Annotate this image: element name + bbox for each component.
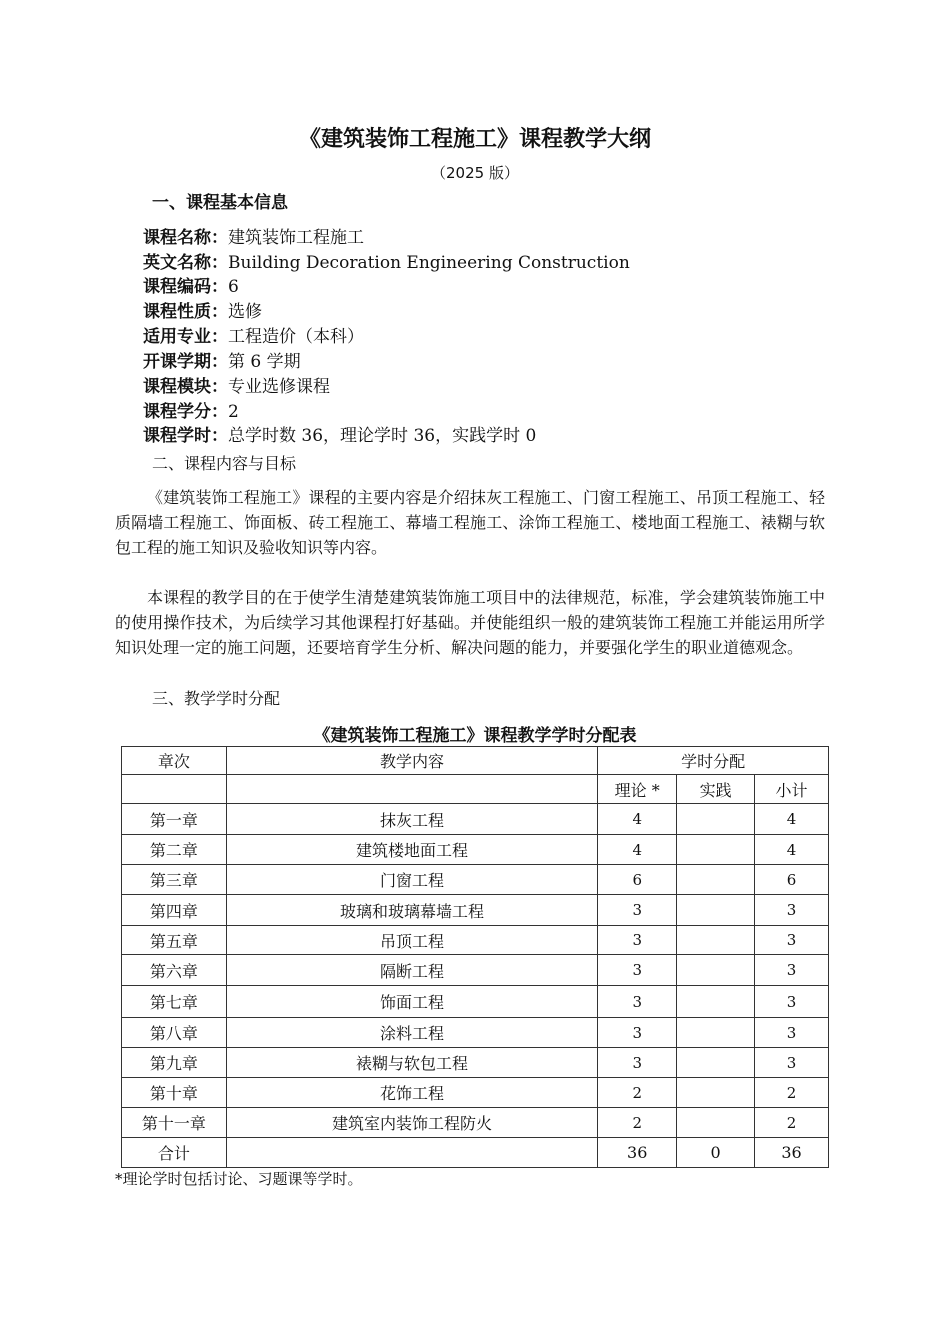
info-value: 2 xyxy=(228,402,239,422)
info-label: 课程性质： xyxy=(143,302,228,322)
table-row xyxy=(122,804,829,835)
info-value: 专业选修课程 xyxy=(228,377,330,397)
cell-subtotal: 4 xyxy=(755,835,829,865)
cell-subtotal: 3 xyxy=(755,986,829,1018)
cell-practice xyxy=(677,1048,755,1078)
info-value: 总学时数 36，理论学时 36，实践学时 0 xyxy=(228,426,537,446)
table-row xyxy=(122,955,829,986)
cell-chapter: 第二章 xyxy=(122,835,227,865)
cell-subtotal: 3 xyxy=(755,955,829,986)
info-course-code xyxy=(143,275,239,299)
cell-subtotal: 6 xyxy=(755,865,829,895)
info-label: 课程名称： xyxy=(143,228,228,248)
cell-chapter: 第八章 xyxy=(122,1018,227,1048)
info-value: 第 6 学期 xyxy=(228,352,301,372)
cell-theory: 3 xyxy=(598,926,677,955)
header-practice: 实践 xyxy=(677,775,755,804)
cell-practice xyxy=(677,804,755,835)
cell-content: 玻璃和玻璃幕墙工程 xyxy=(226,895,597,926)
info-label: 课程学时： xyxy=(143,426,228,446)
info-label: 英文名称： xyxy=(143,253,228,273)
cell-chapter: 第五章 xyxy=(122,926,227,955)
cell-chapter: 第四章 xyxy=(122,895,227,926)
table-row xyxy=(122,1108,829,1138)
cell-subtotal: 3 xyxy=(755,895,829,926)
cell-content: 隔断工程 xyxy=(226,955,597,986)
info-value: 选修 xyxy=(228,302,262,322)
cell-content: 建筑楼地面工程 xyxy=(226,835,597,865)
table-total-row xyxy=(122,1138,829,1168)
cell-chapter: 第九章 xyxy=(122,1048,227,1078)
section3-heading: 三、教学学时分配 xyxy=(152,689,281,708)
total-content xyxy=(226,1138,597,1168)
info-label: 适用专业： xyxy=(143,327,228,347)
content-paragraph: 《建筑装饰工程施工》课程的主要内容是介绍抹灰工程施工、门窗工程施工、吊顶工程施工、轻质隔墙工程施工、饰面板、砖工程施工、幕墙工程施工、涂饰工程施工、楼地面工程施工、裱糊与软包工程的施工知识及验收知识等内容。 xyxy=(115,488,825,557)
total-practice: 0 xyxy=(677,1138,755,1168)
info-label: 开课学期： xyxy=(143,352,228,372)
cell-content: 吊顶工程 xyxy=(226,926,597,955)
info-value: 建筑装饰工程施工 xyxy=(228,228,364,248)
section1-heading: 一、课程基本信息 xyxy=(152,193,288,213)
table-row xyxy=(122,926,829,955)
cell-subtotal: 2 xyxy=(755,1078,829,1108)
cell-practice xyxy=(677,986,755,1018)
cell-practice xyxy=(677,895,755,926)
info-value: Building Decoration Engineering Construction xyxy=(228,253,630,273)
header-empty xyxy=(226,775,597,804)
info-label: 课程编码： xyxy=(143,277,228,297)
cell-chapter: 第一章 xyxy=(122,804,227,835)
info-course-name xyxy=(143,226,364,250)
header-theory: 理论 * xyxy=(598,775,677,804)
cell-subtotal: 3 xyxy=(755,926,829,955)
cell-practice xyxy=(677,955,755,986)
info-label: 课程学分： xyxy=(143,402,228,422)
cell-chapter: 第十一章 xyxy=(122,1108,227,1138)
info-value: 6 xyxy=(228,277,239,297)
cell-practice xyxy=(677,926,755,955)
cell-content: 裱糊与软包工程 xyxy=(226,1048,597,1078)
header-content: 教学内容 xyxy=(226,747,597,775)
info-semester xyxy=(143,350,301,374)
section2-heading: 二、课程内容与目标 xyxy=(152,454,297,473)
total-theory: 36 xyxy=(598,1138,677,1168)
cell-theory: 3 xyxy=(598,1018,677,1048)
info-hours xyxy=(143,424,536,448)
cell-theory: 3 xyxy=(598,895,677,926)
cell-content: 抹灰工程 xyxy=(226,804,597,835)
hours-table xyxy=(121,746,829,1168)
table-row xyxy=(122,1078,829,1108)
cell-theory: 4 xyxy=(598,835,677,865)
table-row xyxy=(122,986,829,1018)
footnote: *理论学时包括讨论、习题课等学时。 xyxy=(115,1170,363,1188)
table-row xyxy=(122,835,829,865)
cell-theory: 3 xyxy=(598,1048,677,1078)
header-chapter: 章次 xyxy=(122,747,227,775)
cell-content: 门窗工程 xyxy=(226,865,597,895)
objective-paragraph: 本课程的教学目的在于使学生清楚建筑装饰施工项目中的法律规范，标准，学会建筑装饰施工中的使用操作技术，为后续学习其他课程打好基础。并使能组织一般的建筑装饰工程施工并能运用所学知识处理一定的施工问题，还要培育学生分析、解决问题的能力，并要强化学生的职业道德观念。 xyxy=(115,588,825,657)
table-header-row xyxy=(122,747,829,775)
cell-content: 花饰工程 xyxy=(226,1078,597,1108)
cell-content: 建筑室内装饰工程防火 xyxy=(226,1108,597,1138)
cell-theory: 4 xyxy=(598,804,677,835)
cell-subtotal: 3 xyxy=(755,1018,829,1048)
cell-subtotal: 4 xyxy=(755,804,829,835)
cell-theory: 6 xyxy=(598,865,677,895)
document-title: 《建筑装饰工程施工》课程教学大纲 xyxy=(298,127,651,152)
cell-chapter: 第七章 xyxy=(122,986,227,1018)
cell-practice xyxy=(677,1078,755,1108)
info-label: 课程模块： xyxy=(143,377,228,397)
info-module xyxy=(143,375,330,399)
cell-practice xyxy=(677,1018,755,1048)
cell-content: 饰面工程 xyxy=(226,986,597,1018)
header-subtotal: 小计 xyxy=(755,775,829,804)
info-major xyxy=(143,325,364,349)
cell-theory: 2 xyxy=(598,1078,677,1108)
cell-chapter: 第三章 xyxy=(122,865,227,895)
cell-practice xyxy=(677,865,755,895)
cell-theory: 3 xyxy=(598,955,677,986)
info-value: 工程造价（本科） xyxy=(228,327,364,347)
cell-subtotal: 3 xyxy=(755,1048,829,1078)
cell-content: 涂料工程 xyxy=(226,1018,597,1048)
table-row xyxy=(122,1048,829,1078)
cell-practice xyxy=(677,1108,755,1138)
cell-chapter: 第十章 xyxy=(122,1078,227,1108)
cell-theory: 3 xyxy=(598,986,677,1018)
table-row xyxy=(122,895,829,926)
table-subheader-row xyxy=(122,775,829,804)
total-subtotal: 36 xyxy=(755,1138,829,1168)
info-credits xyxy=(143,400,239,424)
header-allocation: 学时分配 xyxy=(598,747,829,775)
cell-practice xyxy=(677,835,755,865)
cell-subtotal: 2 xyxy=(755,1108,829,1138)
info-course-nature xyxy=(143,300,262,324)
header-empty xyxy=(122,775,227,804)
cell-chapter: 第六章 xyxy=(122,955,227,986)
total-label: 合计 xyxy=(122,1138,227,1168)
cell-theory: 2 xyxy=(598,1108,677,1138)
table-title: 《建筑装饰工程施工》课程教学学时分配表 xyxy=(313,726,637,746)
table-row xyxy=(122,865,829,895)
info-english-name xyxy=(143,251,630,275)
table-row xyxy=(122,1018,829,1048)
edition-label: （2025 版） xyxy=(431,164,519,182)
